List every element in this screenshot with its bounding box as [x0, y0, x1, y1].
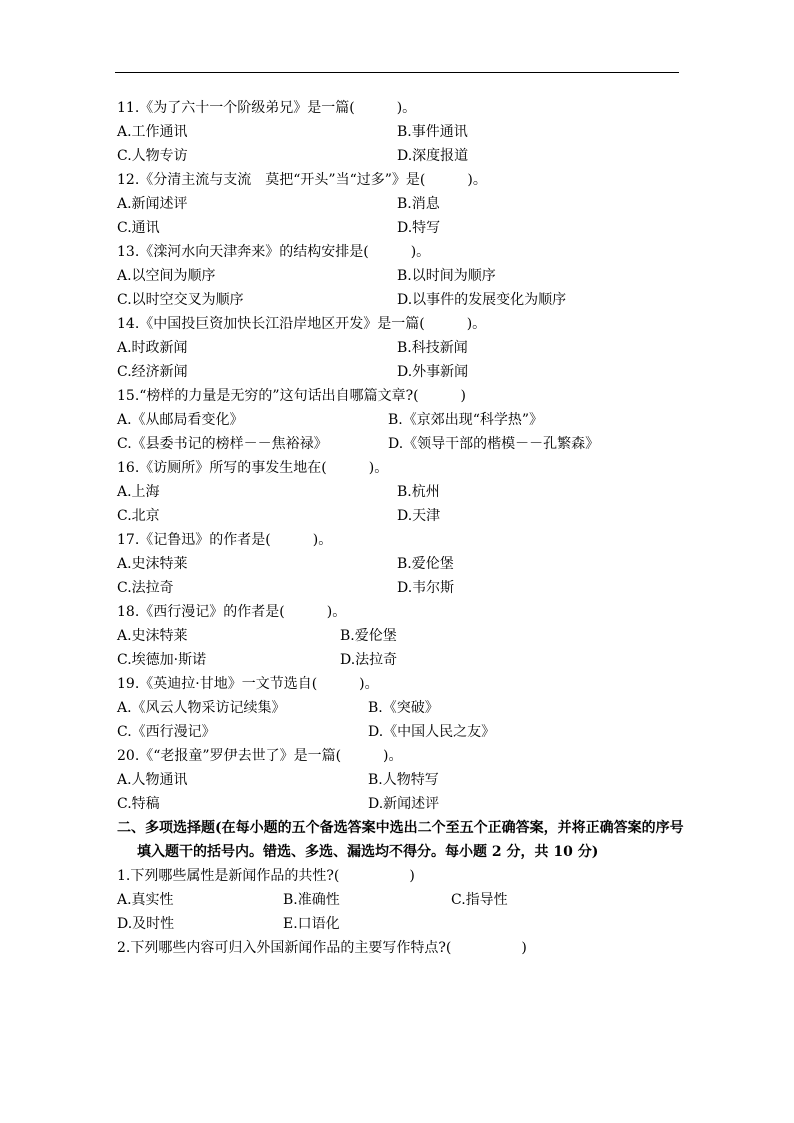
options-row-cd [117, 360, 687, 384]
option-c: C.以时空交叉为顺序 [117, 292, 244, 308]
options-row-ab [117, 480, 687, 504]
option-c: C.人物专访 [117, 148, 188, 164]
option-c: C.《县委书记的榜样－－焦裕禄》 [117, 436, 328, 452]
option-c: C.特稿 [117, 796, 160, 812]
option-b: B.事件通讯 [397, 124, 468, 140]
section-heading-line-1: 二、多项选择题(在每小题的五个备选答案中选出二个至五个正确答案，并将正确答案的序号 [117, 820, 684, 836]
option-a: A.新闻述评 [117, 196, 188, 212]
options-row-cd [117, 288, 687, 312]
option-a: A.上海 [117, 484, 160, 500]
option-a: A.真实性 [117, 892, 174, 908]
option-d: D.天津 [397, 508, 441, 524]
options-row-cd [117, 720, 687, 744]
multi-question-1 [117, 864, 687, 936]
options-row-abc [117, 888, 687, 912]
question-15 [117, 384, 687, 456]
options-row-cd [117, 576, 687, 600]
question-stem: 2.下列哪些内容可归入外国新闻作品的主要写作特点?( ) [117, 940, 527, 956]
question-17 [117, 528, 687, 600]
option-a: A.以空间为顺序 [117, 268, 216, 284]
option-d: D.及时性 [117, 916, 175, 932]
option-d: D.以事件的发展变化为顺序 [397, 292, 567, 308]
header-rule [115, 72, 679, 73]
options-row-cd [117, 792, 687, 816]
option-b: B.消息 [397, 196, 440, 212]
options-row-cd [117, 216, 687, 240]
option-d: D.新闻述评 [368, 796, 440, 812]
section-2-heading [117, 816, 687, 864]
options-row-ab [117, 192, 687, 216]
multi-question-2 [117, 936, 687, 960]
option-b: B.以时间为顺序 [397, 268, 496, 284]
question-stem: 13.《滦河水向天津奔来》的结构安排是( )。 [117, 244, 431, 260]
option-b: B.准确性 [283, 892, 340, 908]
option-d: D.《中国人民之友》 [368, 724, 496, 740]
options-row-ab [117, 264, 687, 288]
options-row-cd [117, 648, 687, 672]
question-stem: 12.《分清主流与支流 莫把“开头”当“过多”》是( )。 [117, 172, 487, 188]
option-d: D.法拉奇 [340, 652, 398, 668]
question-stem: 1.下列哪些属性是新闻作品的共性?( ) [117, 868, 415, 884]
option-b: B.杭州 [397, 484, 440, 500]
option-b: B.《突破》 [368, 700, 439, 716]
option-a: A.人物通讯 [117, 772, 188, 788]
option-a: A.史沫特莱 [117, 556, 188, 572]
option-a: A.《从邮局看变化》 [117, 412, 244, 428]
question-16 [117, 456, 687, 528]
option-c: C.北京 [117, 508, 160, 524]
option-d: D.深度报道 [397, 148, 469, 164]
section-heading-line-2: 填入题干的括号内。错选、多选、漏选均不得分。每小题 2 分，共 10 分) [137, 844, 599, 860]
question-stem: 15.“榜样的力量是无穷的”这句话出自哪篇文章?( ) [117, 388, 467, 404]
option-c: C.埃德加·斯诺 [117, 652, 207, 668]
question-12 [117, 168, 687, 240]
options-row-ab [117, 408, 687, 432]
option-c: C.经济新闻 [117, 364, 188, 380]
option-c: C.《西行漫记》 [117, 724, 216, 740]
question-stem: 17.《记鲁迅》的作者是( )。 [117, 532, 333, 548]
options-row-ab [117, 336, 687, 360]
option-a: A.史沫特莱 [117, 628, 188, 644]
options-row-cd [117, 432, 687, 456]
question-stem: 14.《中国投巨资加快长江沿岸地区开发》是一篇( )。 [117, 316, 487, 332]
options-row-ab [117, 768, 687, 792]
question-14 [117, 312, 687, 384]
option-e: E.口语化 [283, 916, 340, 932]
question-20 [117, 744, 687, 816]
option-c: C.法拉奇 [117, 580, 174, 596]
question-stem: 19.《英迪拉·甘地》一文节选自( )。 [117, 676, 379, 692]
option-a: A.时政新闻 [117, 340, 188, 356]
question-stem: 18.《西行漫记》的作者是( )。 [117, 604, 347, 620]
option-c: C.指导性 [451, 892, 508, 908]
option-a: A.《风云人物采访记续集》 [117, 700, 286, 716]
question-11 [117, 96, 687, 168]
options-row-ab [117, 552, 687, 576]
question-13 [117, 240, 687, 312]
options-row-cd [117, 504, 687, 528]
option-c: C.通讯 [117, 220, 160, 236]
options-row-ab [117, 120, 687, 144]
question-stem: 16.《访厕所》所写的事发生地在( )。 [117, 460, 389, 476]
option-b: B.人物特写 [368, 772, 439, 788]
options-row-ab [117, 624, 687, 648]
question-18 [117, 600, 687, 672]
question-19 [117, 672, 687, 744]
option-d: D.韦尔斯 [397, 580, 455, 596]
option-d: D.特写 [397, 220, 441, 236]
options-row-ab [117, 696, 687, 720]
option-d: D.《领导干部的楷模－－孔繁森》 [388, 436, 600, 452]
option-b: B.《京郊出现“科学热”》 [388, 412, 544, 428]
option-a: A.工作通讯 [117, 124, 188, 140]
exam-content [117, 96, 687, 960]
option-b: B.科技新闻 [397, 340, 468, 356]
question-stem: 20.《“老报童”罗伊去世了》是一篇( )。 [117, 748, 403, 764]
option-b: B.爱伦堡 [340, 628, 397, 644]
question-stem: 11.《为了六十一个阶级弟兄》是一篇( )。 [117, 100, 417, 116]
option-d: D.外事新闻 [397, 364, 469, 380]
options-row-de [117, 912, 687, 936]
options-row-cd [117, 144, 687, 168]
option-b: B.爱伦堡 [397, 556, 454, 572]
